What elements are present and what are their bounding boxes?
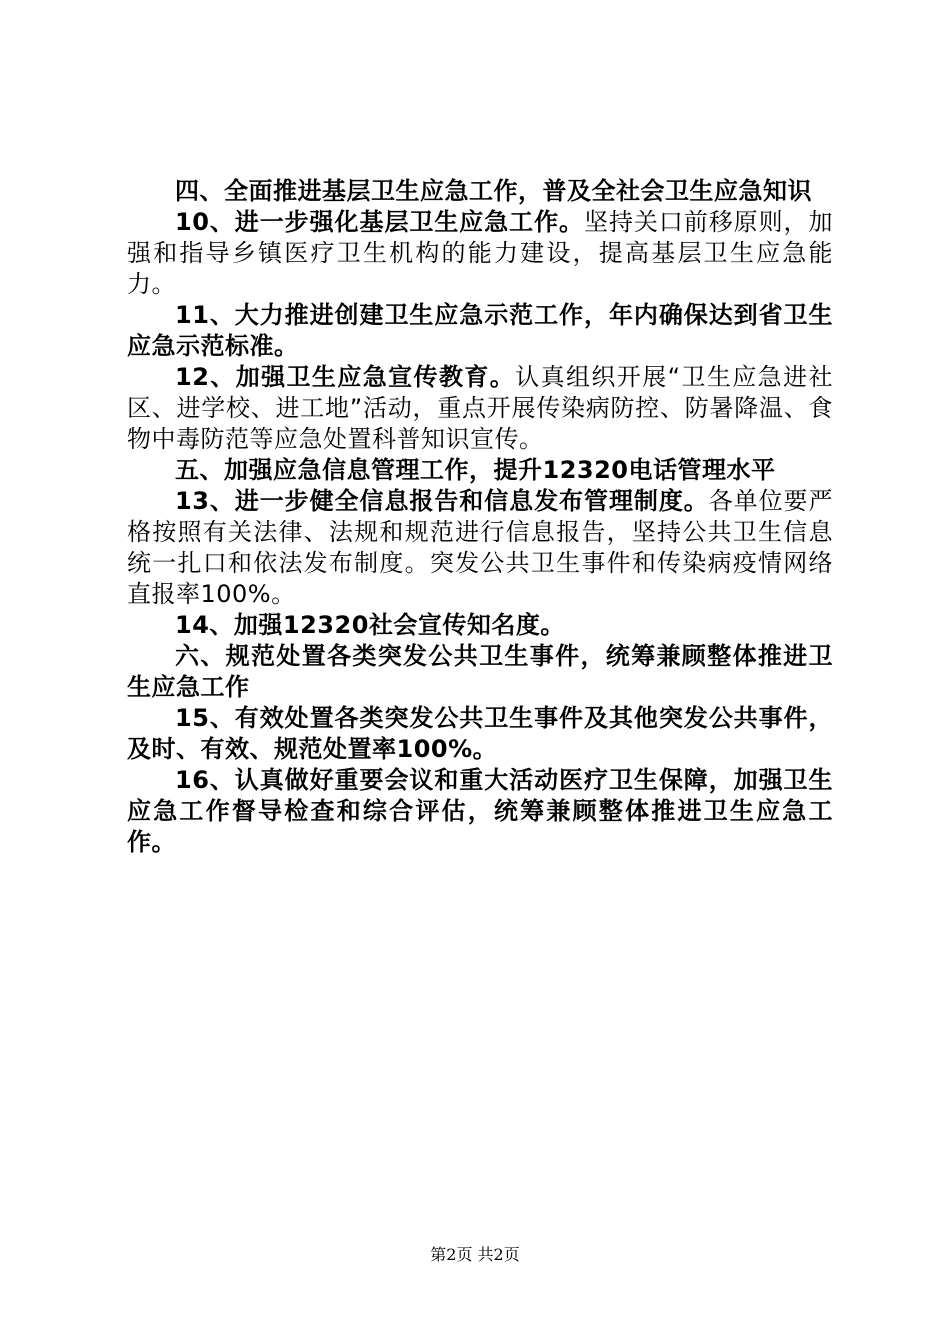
paragraph-bold-text: 12、加强卫生应急宣传教育。 [175, 363, 516, 391]
paragraph-bold-text: 六、规范处置各类突发公共卫生事件，统筹兼顾整体推进卫生应急工作 [127, 642, 833, 701]
paragraph-bold-text: 16、认真做好重要会议和重大活动医疗卫生保障，加强卫生应急工作督导检查和综合评估，统筹兼顾整体推进卫生应急工作。 [127, 766, 833, 856]
item-13 [127, 486, 833, 610]
item-11 [127, 300, 833, 362]
paragraph-body-text: 认真组织开展“卫生应急进社区、进学校、进工地”活动，重点开展传染病防控、防暑降温、食物中毒防范等应急处置科普知识宣传。 [127, 363, 833, 453]
item-16 [127, 765, 833, 858]
item-10 [127, 207, 833, 300]
paragraph-bold-text: 10、进一步强化基层卫生应急工作。 [175, 208, 584, 236]
paragraph-bold-text: 13、进一步健全信息报告和信息发布管理制度。 [175, 487, 709, 515]
item-14 [127, 610, 833, 641]
item-15 [127, 703, 833, 765]
page-number: 第2页 共2页 [430, 1245, 520, 1264]
paragraph-bold-text: 14、加强12320社会宣传知名度。 [175, 611, 565, 639]
paragraph-bold-text: 五、加强应急信息管理工作，提升12320电话管理水平 [175, 456, 776, 484]
paragraph-body-text: 各单位要严格按照有关法律、法规和规范进行信息报告，坚持公共卫生信息统一扎口和依法发布制度。突发公共卫生事件和传染病疫情网络直报率100%。 [127, 487, 833, 608]
heading-section-4 [127, 176, 833, 207]
item-12 [127, 362, 833, 455]
paragraph-bold-text: 15、有效处置各类突发公共卫生事件及其他突发公共事件，及时、有效、规范处置率100%。 [127, 704, 833, 763]
paragraph-bold-text: 四、全面推进基层卫生应急工作，普及全社会卫生应急知识 [175, 177, 812, 205]
document-body [127, 176, 833, 858]
page-footer [0, 1244, 950, 1266]
paragraph-bold-text: 11、大力推进创建卫生应急示范工作，年内确保达到省卫生应急示范标准。 [127, 301, 833, 360]
heading-section-6 [127, 641, 833, 703]
paragraph-body-text: 坚持关口前移原则，加强和指导乡镇医疗卫生机构的能力建设，提高基层卫生应急能力。 [127, 208, 833, 298]
heading-section-5 [127, 455, 833, 486]
